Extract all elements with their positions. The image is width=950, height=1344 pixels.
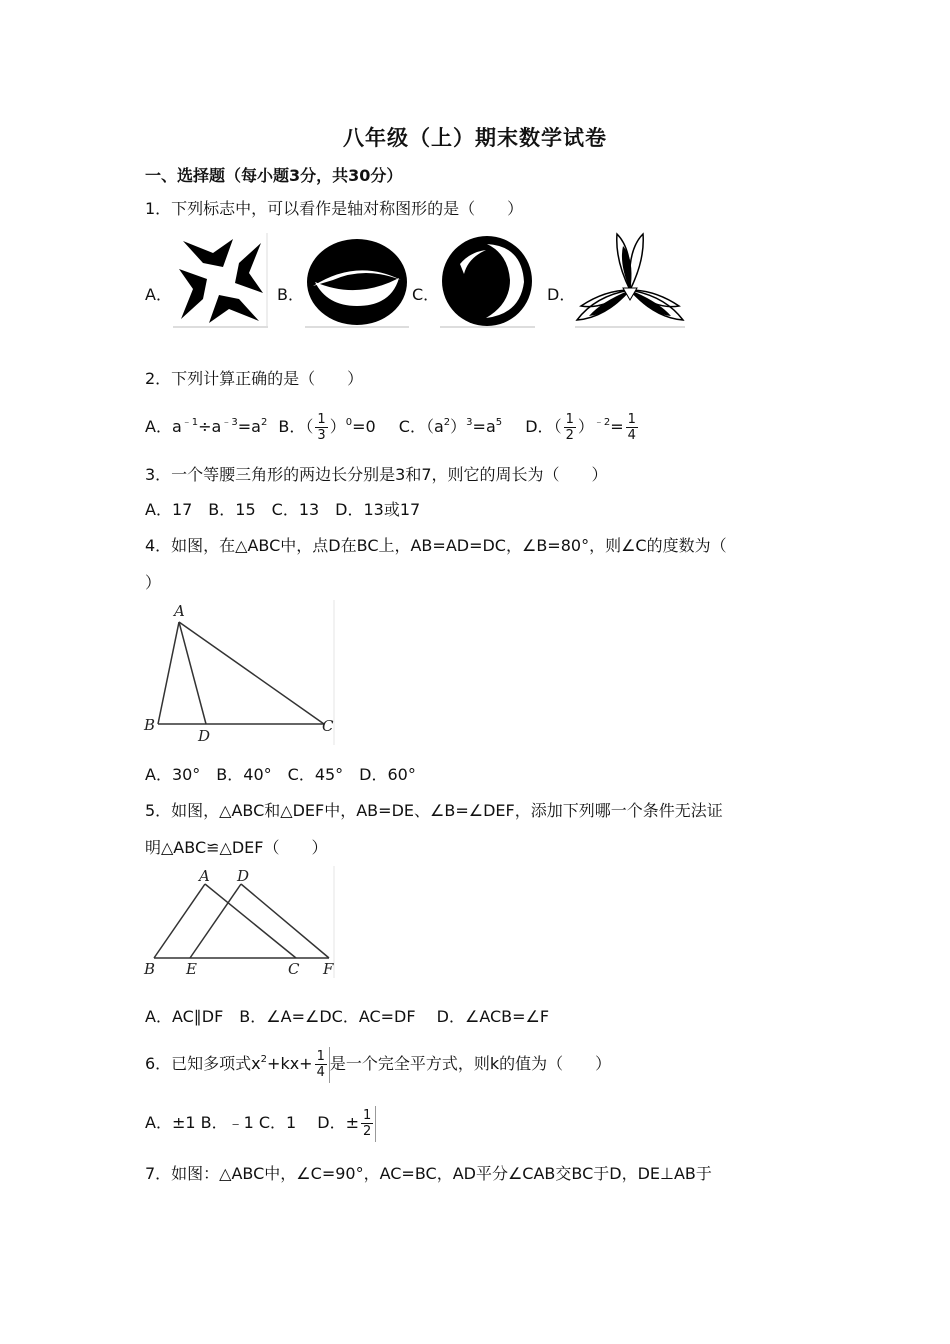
- question-3-stem: 3．一个等腰三角形的两边长分别是3和7，则它的周长为（ ）: [145, 465, 608, 484]
- q1-option-c-label: C．: [412, 285, 440, 304]
- swirl-ring-logo-icon: [440, 234, 535, 328]
- question-1-stem: 1．下列标志中，可以看作是轴对称图形的是（ ）: [145, 199, 524, 218]
- q2-option-b-label: B．: [278, 417, 306, 436]
- q6-fraction: $\frac{1}{4}$: [316, 1049, 325, 1080]
- four-star-logo-icon: [173, 233, 268, 328]
- q4-options: A．30° B．40° C．45° D．60°: [145, 765, 416, 784]
- q2-b-fraction: $\frac{1}{3}$: [317, 412, 326, 443]
- point-label-a: A: [199, 867, 210, 885]
- point-label-d: D: [198, 727, 211, 745]
- q2-option-a-label: A．: [145, 417, 172, 436]
- triangle-abcd-figure: [142, 600, 337, 745]
- q1-option-d-label: D．: [547, 285, 576, 304]
- point-label-d: D: [237, 867, 250, 885]
- point-label-e: E: [186, 960, 197, 978]
- q2-option-c-label: C．: [398, 417, 426, 436]
- split-oval-logo-icon: [305, 236, 409, 328]
- q5-options: A．AC∥DF B．∠A=∠DC．AC=DF D．∠ACB=∠F: [145, 1007, 550, 1026]
- q1-option-a-label: A．: [145, 285, 172, 304]
- q6-options: A．±1 B．﹣1 C．1 D．± $\frac{1}{2}$: [145, 1103, 376, 1143]
- three-leaf-logo-icon: [575, 230, 685, 328]
- point-label-b: B: [144, 716, 156, 734]
- point-label-c: C: [322, 717, 334, 735]
- section-heading: 一、选择题（每小题3分，共30分）: [145, 166, 403, 185]
- point-label-a: A: [174, 602, 185, 620]
- page-title: 八年级（上）期末数学试卷: [343, 126, 607, 150]
- q3-options: A．17 B．15 C．13 D．13或17: [145, 500, 421, 519]
- point-label-b: B: [144, 960, 156, 978]
- q2-d-result-fraction: $\frac{1}{4}$: [627, 412, 636, 443]
- question-6-stem: 6．已知多项式$x^2+kx+$ $\frac{1}{4}$ 是一个完全平方式，则k的值为（ ）: [145, 1044, 611, 1084]
- question-4-stem-line1: 4．如图，在△ABC中，点D在BC上，AB=AD=DC，∠B=80°，则∠C的度数为（: [145, 536, 727, 555]
- q2-d-fraction: $\frac{1}{2}$: [565, 412, 574, 443]
- q1-option-b-label: B．: [277, 285, 304, 304]
- point-label-f: F: [323, 960, 334, 978]
- q2-option-d-label: D．: [525, 417, 554, 436]
- two-triangles-figure: [142, 866, 337, 978]
- q2-options: A．$a^{﹣1}\div a^{﹣3}=a^2$ B．（ $\frac{1}{3}$ ）$^0$=0 C．$(a^2)^3=a^5$ D．（ $\frac{1}{2}$ ）$^{﹣2}$= $\frac{1}{4}$: [145, 412, 636, 443]
- question-5-stem-line1: 5．如图，△ABC和△DEF中，AB=DE、∠B=∠DEF，添加下列哪一个条件无法证: [145, 801, 723, 820]
- question-2-stem: 2．下列计算正确的是（ ）: [145, 369, 364, 388]
- question-7-stem: 7．如图：△ABC中，∠C=90°，AC=BC，AD平分∠CAB交BC于D，DE⊥AB于: [145, 1164, 712, 1183]
- q6-option-d-fraction: $\frac{1}{2}$: [363, 1108, 372, 1139]
- question-4-stem-line2: ）: [145, 573, 162, 592]
- point-label-c: C: [288, 960, 300, 978]
- question-5-stem-line2: 明△ABC≌△DEF（ ）: [145, 838, 328, 857]
